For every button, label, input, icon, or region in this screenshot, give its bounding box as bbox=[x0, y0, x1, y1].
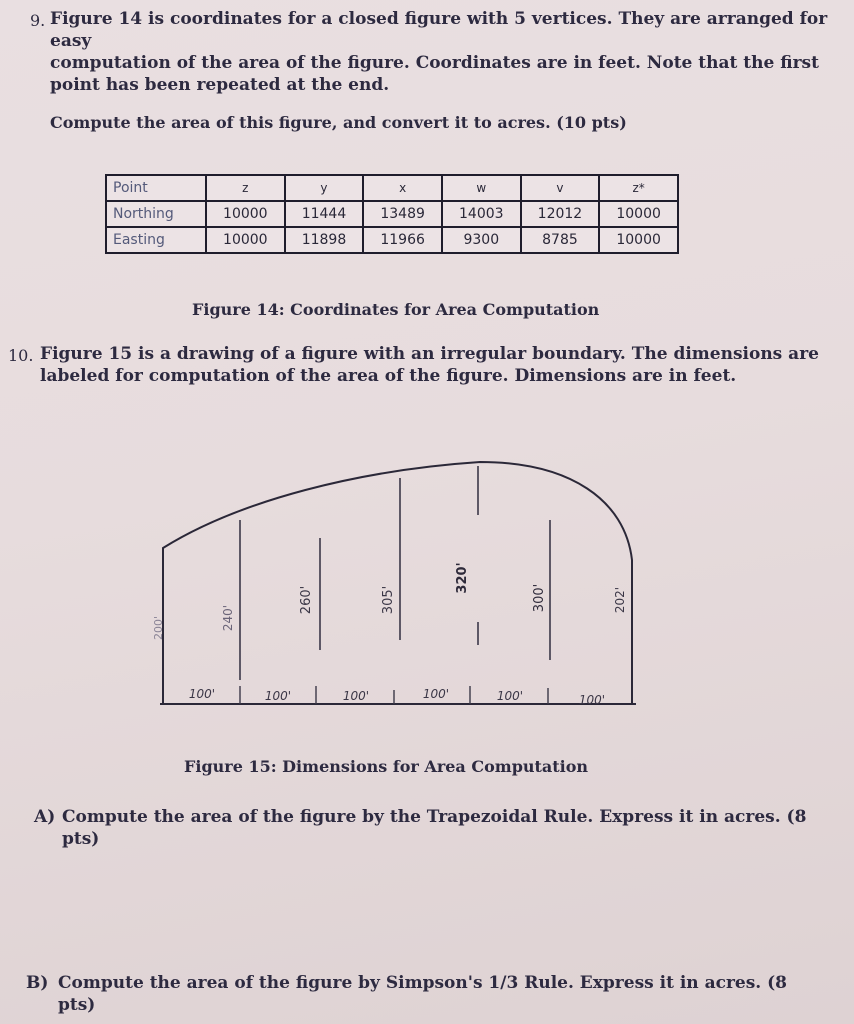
table-cell: 10000 bbox=[599, 227, 678, 253]
offset-label-0: 200' bbox=[152, 615, 165, 641]
table-cell: 9300 bbox=[442, 227, 521, 253]
table-row-label: Northing bbox=[106, 201, 206, 227]
figure-boundary bbox=[163, 462, 632, 704]
spacing-label-4: 100' bbox=[496, 689, 524, 703]
spacing-label-5: 100' bbox=[578, 693, 606, 707]
part-b-label: B) bbox=[26, 973, 49, 993]
question-9-task: Compute the area of this figure, and convert it to acres. (10 pts) bbox=[50, 113, 627, 132]
question-9-line-2: computation of the area of the figure. Coordinates are in feet. Note that the first bbox=[50, 53, 819, 73]
table-point-x: x bbox=[363, 175, 442, 201]
table-cell: 11444 bbox=[285, 201, 364, 227]
table-cell: 11966 bbox=[363, 227, 442, 253]
table-cell: 13489 bbox=[363, 201, 442, 227]
part-b bbox=[26, 972, 826, 1016]
question-9-line-1: Figure 14 is coordinates for a closed figure with 5 vertices. They are arranged for easy bbox=[50, 9, 828, 51]
part-a bbox=[34, 806, 814, 850]
part-a-line-2: pts) bbox=[62, 829, 100, 849]
offset-label-3: 305' bbox=[381, 585, 396, 615]
table-header-label: Point bbox=[106, 175, 206, 201]
table-cell: 10000 bbox=[206, 227, 285, 253]
spacing-label-3: 100' bbox=[422, 687, 450, 701]
part-b-text: Compute the area of the figure by Simpson's 1/3 Rule. Express it in acres. (8 pts) bbox=[58, 973, 788, 1015]
question-9-line-3: point has been repeated at the end. bbox=[50, 75, 390, 95]
table-cell: 10000 bbox=[206, 201, 285, 227]
table-cell: 12012 bbox=[521, 201, 600, 227]
spacing-label-0: 100' bbox=[188, 687, 216, 701]
spacing-label-1: 100' bbox=[264, 689, 292, 703]
question-9-number: 9. bbox=[30, 11, 46, 30]
question-10-line-1: Figure 15 is a drawing of a figure with an irregular boundary. The dimensions are bbox=[40, 344, 819, 364]
spacing-label-2: 100' bbox=[342, 689, 370, 703]
table-cell: 8785 bbox=[521, 227, 600, 253]
part-a-label: A) bbox=[34, 807, 56, 827]
table-cell: 11898 bbox=[285, 227, 364, 253]
offset-label-2: 260' bbox=[299, 585, 314, 615]
offset-label-5: 300' bbox=[532, 583, 547, 613]
part-a-line-1: Compute the area of the figure by the Trapezoidal Rule. Express it in acres. (8 bbox=[62, 807, 807, 827]
table-row-label: Easting bbox=[106, 227, 206, 253]
table-point-y: y bbox=[285, 175, 364, 201]
table-point-v: v bbox=[521, 175, 600, 201]
table-cell: 14003 bbox=[442, 201, 521, 227]
table-point-z-star: z* bbox=[599, 175, 678, 201]
question-10-number: 10. bbox=[8, 346, 34, 365]
table-point-w: w bbox=[442, 175, 521, 201]
figure-15-caption: Figure 15: Dimensions for Area Computation bbox=[184, 757, 589, 776]
offset-label-4: 320' bbox=[455, 562, 470, 594]
table-cell: 10000 bbox=[599, 201, 678, 227]
figure-14-caption: Figure 14: Coordinates for Area Computation bbox=[192, 300, 600, 319]
offset-label-1: 240' bbox=[221, 604, 235, 632]
question-10-line-2: labeled for computation of the area of the figure. Dimensions are in feet. bbox=[40, 366, 737, 386]
table-point-z: z bbox=[206, 175, 285, 201]
offset-label-6: 202' bbox=[613, 586, 627, 614]
